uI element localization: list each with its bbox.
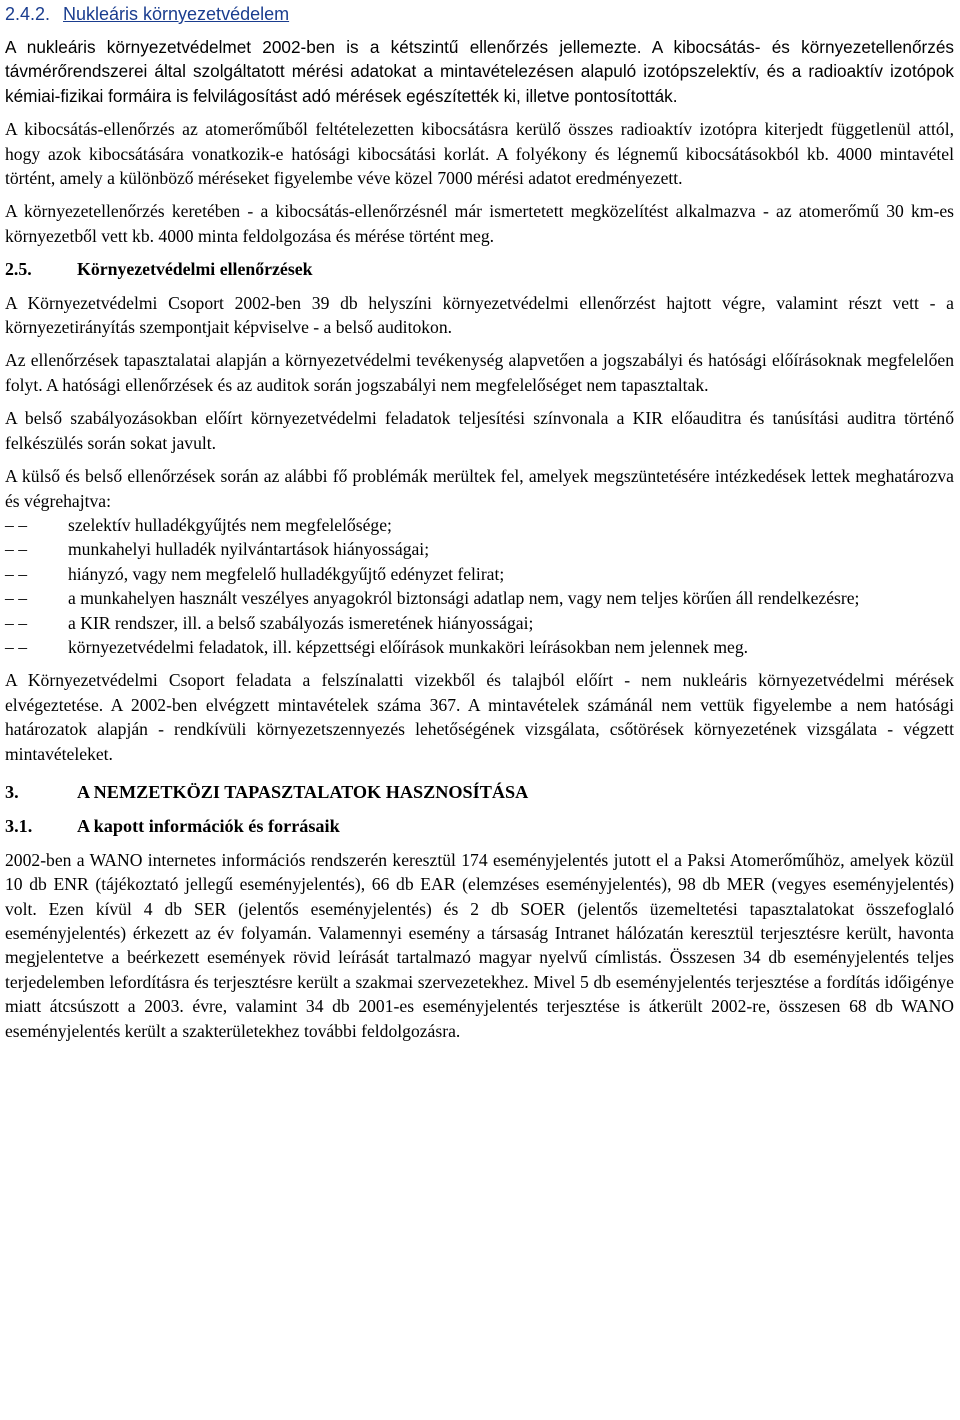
list-item-text: a KIR rendszer, ill. a belső szabályozás ismeretének hiányosságai;: [68, 612, 534, 633]
dash-bullet: – –: [5, 588, 27, 609]
section-number: 3.1.: [5, 816, 33, 837]
dash-bullet: – –: [5, 514, 27, 535]
list-item-text: hiányzó, vagy nem megfelelő hulladékgyűjtő edényzet felirat;: [68, 563, 505, 584]
paragraph: A belső szabályozásokban előírt környezetvédelmi feladatok teljesítési színvonala a KIR előauditra és tanúsítási auditra történő felkészülés során sokat javult.: [5, 408, 954, 453]
list-item-text: a munkahelyen használt veszélyes anyagokról biztonsági adatlap nem, vagy nem teljes körűen áll rendelkezésre;: [68, 588, 860, 609]
dash-bullet: – –: [5, 612, 27, 633]
section-number: 3.: [5, 781, 19, 802]
paragraph: A nukleáris környezetvédelmet 2002-ben is a kétszintű ellenőrzés jellemezte. A kibocsátás- és környezetellenőrzés távmérőrendszerei által szolgáltatott mérési adatokat a mintavételezésen alapuló izotópszelektív, és a radioaktív izotópok kémiai-fizikai formáira is felvilágosítást adó mérések egészítették ki, illetve pontosították.: [5, 37, 954, 106]
section-heading-3: [5, 780, 954, 804]
section-heading-2-4-2: [5, 0, 954, 26]
paragraph: Az ellenőrzések tapasztalatai alapján a környezetvédelmi tevékenység alapvetően a jogszabályi és hatósági előírásoknak megfelelően folyt. A hatósági ellenőrzések és az auditok során jogszabályi nem megfelelőséget nem tapasztaltak.: [5, 350, 954, 395]
paragraph: A környezetellenőrzés keretében - a kibocsátás-ellenőrzésnél már ismertetett megközelítést alkalmazva - az atomerőmű 30 km-es környezetből vett kb. 4000 minta feldolgozása és mérése történt meg.: [5, 201, 954, 246]
section-title-text: Nukleáris környezetvédelem: [63, 4, 290, 24]
list-item-text: szelektív hulladékgyűjtés nem megfelelősége;: [68, 514, 392, 535]
problem-list: [5, 513, 954, 659]
dash-bullet: – –: [5, 563, 27, 584]
list-item: [5, 537, 954, 561]
section-heading-2-5: [5, 257, 954, 281]
paragraph: A Környezetvédelmi Csoport feladata a felszínalatti vizekből és talajból előírt - nem nukleáris környezetvédelmi mérések elvégeztetése. A 2002-ben elvégzett mintavételek száma 367. A mintavételek számánál nem vettük figyelembe a nem hatósági határozatok alapján - rendkívüli környezetszennyezés lehetőségének vizsgálata, csőtörések környezetének vizsgálata - végzett mintavételeket.: [5, 670, 954, 764]
paragraph: A Környezetvédelmi Csoport 2002-ben 39 db helyszíni környezetvédelmi ellenőrzést hajtott végre, valamint részt vett - a környezetirányítás szempontjait képviselve - a belső auditokon.: [5, 292, 954, 338]
section-number: 2.4.2.: [5, 4, 51, 24]
list-item-text: környezetvédelmi feladatok, ill. képzettségi előírások munkaköri leírásokban nem jelennek meg.: [68, 636, 749, 657]
section-title-text: A NEMZETKÖZI TAPASZTALATOK HASZNOSÍTÁSA: [77, 781, 529, 802]
dash-bullet: – –: [5, 539, 27, 560]
list-item: [5, 562, 954, 586]
section-title-text: Környezetvédelmi ellenőrzések: [77, 259, 313, 280]
paragraph: 2002-ben a WANO internetes információs rendszerén keresztül 174 eseményjelentés jutott el a Paksi Atomerőműhöz, amelyek közül 10 db ENR (tájékoztató jellegű eseményjelentés), 66 db EAR (elemzéses eseményjelentés), 98 db MER (vegyes eseményjelentés) volt. Ezen kívül 4 db SER (jelentős eseményjelentés) és 2 db SOER (jelentős üzemeltetési tapasztalatokat összefoglaló eseményjelentés) érkezett az év folyamán. Valamennyi esemény a társaság Intranet hálózatán keresztül terjesztésre került, havonta megjelentetve a beérkezett események rövid leírását tartalmazó magyar nyelvű címlistás. Összesen 34 db eseményjelentés teljes terjedelemben lefordításra és terjesztésre került a szakmai szervezetekhez. Mivel 5 db eseményjelentés terjesztése a fordítás időigénye miatt átcsúszott a 2003. évre, valamint 34 db 2001-es eseményjelentés terjesztése is átkerült 2002-re, összesen 68 db WANO eseményjelentés került a szakterületekhez további feldolgozásra.: [5, 849, 954, 1041]
dash-bullet: – –: [5, 636, 27, 657]
paragraph: A kibocsátás-ellenőrzés az atomerőműből feltételezetten kibocsátásra kerülő összes radioaktív izotópra kiterjedt függetlenül attól, hogy azok kibocsátására vonatkozik-e hatósági kibocsátási korlát. A folyékony és légnemű kibocsátásokból kb. 4000 mintavétel történt, amely a különböző méréseket figyelembe véve közel 7000 mérési adatot eredményezett.: [5, 119, 954, 189]
section-number: 2.5.: [5, 259, 32, 280]
list-item: [5, 611, 954, 635]
list-item: [5, 586, 954, 610]
list-item: [5, 635, 954, 659]
list-item: [5, 513, 954, 537]
list-item-text: munkahelyi hulladék nyilvántartások hiányosságai;: [68, 539, 430, 560]
section-title-text: A kapott információk és forrásaik: [77, 816, 340, 837]
section-heading-3-1: [5, 814, 954, 838]
paragraph: A külső és belső ellenőrzések során az alábbi fő problémák merültek fel, amelyek megszüntetésére intézkedések lettek meghatározva és végrehajtva:: [5, 466, 954, 511]
